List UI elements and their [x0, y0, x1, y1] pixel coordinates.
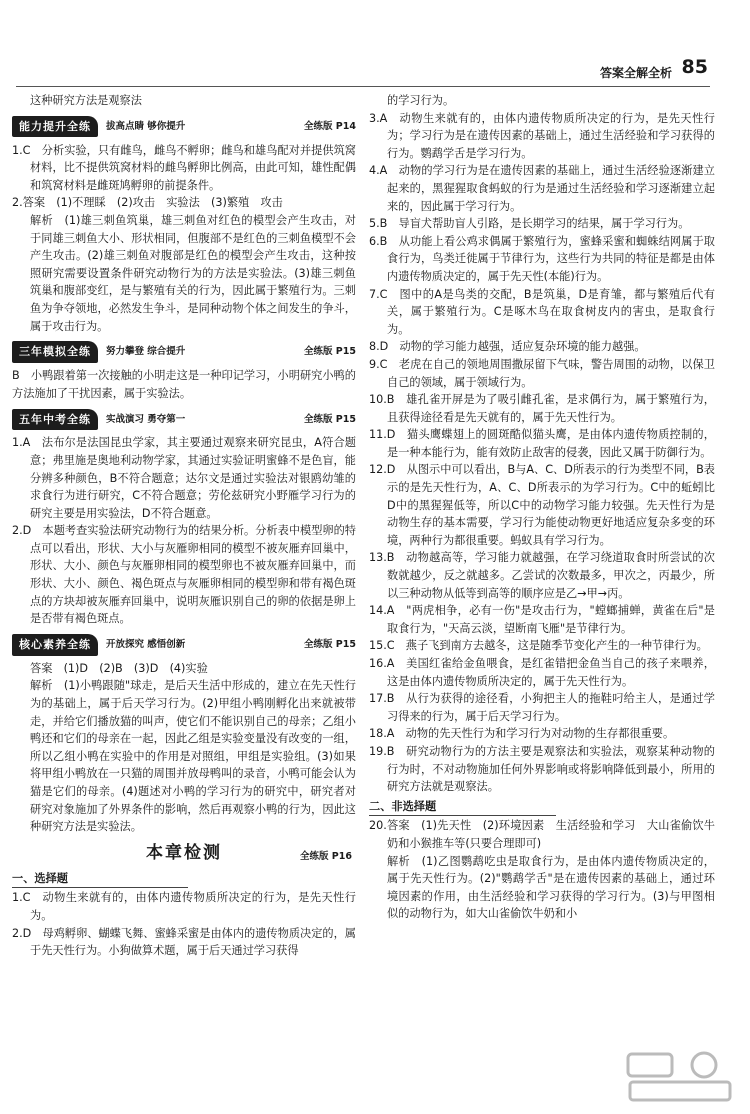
answer-item: 1.C 动物生来就有的，由体内遗传物质所决定的行为，是先天性行为。 — [12, 891, 356, 922]
section-subtitle: 实战演习 勇夺第一 — [106, 413, 186, 425]
analysis-text: 解析 (1)雄三刺鱼筑巢，雄三刺鱼对红色的模型会产生攻击，对于同雄三刺鱼大小、形状相同，但腹部不是红色的三刺鱼模型不会产生攻击。(2)雄三刺鱼对腹部是红色的模型会产生攻击，这种按照研究需要设置条件研究动物行为的方法是实验法。(3)雄三刺鱼筑巢和腹部变红，是与繁殖有关的行为，因此属于繁殖行为。三刺鱼为争夺领地，必然发生争斗，是同种动物个体之间发生的争斗，属于攻击行为。 — [30, 213, 356, 333]
watermark-logo — [624, 1048, 736, 1104]
section-tag: 能力提升全练 — [12, 116, 98, 138]
answer-item: 11.D 猫头鹰蝶翅上的圆斑酷似猫头鹰，是由体内遗传物质控制的，是一种本能行为，能有效防止敌害的侵袭，因此又属于防御行为。 — [369, 428, 715, 459]
answer-item: 16.A 美国红雀给金鱼喂食，是红雀错把金鱼当自己的孩子来喂养，这是由体内遗传物质所决定的，属于先天性行为。 — [369, 657, 715, 688]
section-core — [12, 634, 356, 656]
chapter-version: 全练版 P16 — [300, 850, 352, 862]
answer-item: 9.C 老虎在自己的领地周围撒尿留下气味，警告周围的动物，以保卫自己的领域，属于领域行为。 — [369, 357, 715, 389]
section-five-year — [12, 408, 356, 430]
page-header — [0, 0, 750, 88]
answer-item: 19.B 研究动物行为的方法主要是观察法和实验法，观察某种动物的行为时，不对动物施加任何外界影响或将影响降低到最小，所用的研究方法就是观察法。 — [369, 744, 715, 794]
analysis-text: 解析 (1)乙图鹦鹉吃虫是取食行为，是由体内遗传物质决定的，属于先天性行为。(2)"鹦鹉学舌"是在遗传因素的基础上，通过环境因素的作用，由生活经验和学习获得的学习行为。(3)与甲图相似的动物行为，如大山雀偷饮牛奶和小 — [387, 854, 715, 921]
answer-item: B 小鸭跟着第一次接触的小明走这是一种印记学习，小明研究小鸭的方法施加了干扰因素，属于实验法。 — [12, 369, 356, 400]
chapter-title: 本章检测 — [146, 842, 222, 863]
answer-item: 12.D 从图示中可以看出，B与A、C、D所表示的行为类型不同，B表示的是先天性行为，A、C、D所表示的为学习行为。C中的蚯蚓比D中的黑猩猩低等，所以C中的动物学习能力较强。先天性行为是动物生存的基本需要，学习行为能使动物更好地适应复杂多变的环境，两种行为都很重要。蚂蚁具有学习行为。 — [369, 463, 715, 547]
answer-item: 1.A 法布尔是法国昆虫学家，其主要通过观察来研究昆虫，A符合题意；弗里施是奥地利动物学家，其通过实验证明蜜蜂不是色盲，能分辨多种颜色，B不符合题意；达尔文是通过实验法对银鸥幼雏的求食行为进行研究，C不符合题意；劳伦兹研究小野雁学习行为的研究主要是用实验法，D不符合题意。 — [12, 436, 356, 520]
answer-item: 4.A 动物的学习行为是在遗传因素的基础上，通过生活经验逐渐建立起来的，黑猩猩取食蚂蚁的行为是通过生活经验和学习逐渐建立起来的，因此属于学习行为。 — [369, 164, 715, 213]
answer-item: 17.B 从行为获得的途径看，小狗把主人的拖鞋叼给主人，是通过学习得来的行为，属于后天学习行为。 — [369, 692, 715, 723]
answer-item: 3.A 动物生来就有的，由体内遗传物质所决定的行为，是先天性行为；学习行为是在遗传因素的基础上，通过生活经验和学习获得的行为。鹦鹉学舌是学习行为。 — [369, 111, 715, 160]
left-column — [12, 92, 356, 960]
answer-item: 15.C 燕子飞到南方去越冬，这是随季节变化产生的一种节律行为。 — [369, 639, 708, 653]
header-title: 答案全解全析 — [599, 66, 672, 80]
section-version: 全练版 P15 — [304, 346, 356, 358]
section-version: 全练版 P15 — [304, 639, 356, 651]
section-tag: 三年模拟全练 — [12, 341, 98, 363]
section-capability — [12, 116, 356, 138]
section-subtitle: 努力攀登 综合提升 — [106, 346, 186, 358]
section-subtitle: 拔高点睛 够你提升 — [106, 120, 186, 132]
part-heading: 一、选择题 — [12, 870, 188, 889]
answer-item: 5.B 导盲犬帮助盲人引路，是长期学习的结果，属于学习行为。 — [369, 217, 690, 231]
section-version: 全练版 P15 — [304, 413, 356, 425]
answer-item: 6.B 从功能上看公鸡求偶属于繁殖行为，蜜蜂采蜜和蜘蛛结网属于取食行为，鸟类迁徙属于节律行为，这些行为共同的特征是都是由体内遗传物质决定的，属于先天性(本能)行为。 — [369, 234, 715, 283]
intro-text: 这种研究方法是观察法 — [30, 94, 142, 107]
answer-item: 2.D 本题考查实验法研究动物行为的结果分析。分析表中模型卵的特点可以看出，形状、大小与灰雁卵相同的模型不被灰雁弃回巢中，形状、大小、颜色与灰雁卵相同的模型卵也不被灰雁弃回巢中，而形状、大小、颜色、褐色斑点与灰雁卵相同的模型卵和带有褐色斑点的方块却被灰雁弃回巢中，说明灰雁识别自己的卵的依据是卵上是否带有褐色斑点。 — [12, 524, 356, 626]
answer-item: 的学习行为。 — [387, 94, 455, 107]
answer-item: 7.C 图中的A是鸟类的交配，B是筑巢，D是育雏，都与繁殖后代有关，属于繁殖行为。C是啄木鸟在取食树皮内的害虫，是取食行为。 — [369, 287, 715, 336]
analysis-text: 解析 (1)小鸭跟随"球走，是后天生活中形成的，建立在先天性行为的基础上，属于后天学习行为。(2)甲组小鸭刚孵化出来就被带走，并给它们播放猫的叫声，使它们不能识别自己的母亲；乙组小鸭还和它们的母亲在一起，因此乙组是实验变量没有改变的一组，所以乙组小鸭在实验中的作用是对照组，甲组是实验组。(3)如果将甲组小鸭放在一只猫的周围并放母鸭叫的录音，小鸭可能会认为猫是它们的母亲。(4)题述对小鸭的学习行为的研究中，研究者对研究对象施加了外界条件的影响，然后再观察小鸭的行为，因此这种研究方法是实验法。 — [30, 679, 356, 834]
answer-item: 2.答案 (1)不理睬 (2)攻击 实验法 (3)繁殖 攻击 — [12, 196, 283, 210]
part-heading: 二、非选择题 — [369, 798, 556, 817]
answer-item: 20.答案 (1)先天性 (2)环境因素 生活经验和学习 大山雀偷饮牛奶和小猴推车等(只要合理即可) — [369, 819, 715, 850]
page-number: 85 — [681, 56, 708, 78]
chapter-heading — [12, 842, 356, 866]
answer-item: 8.D 动物的学习能力越强，适应复杂环境的能力越强。 — [369, 340, 646, 354]
answer-item: 答案 (1)D (2)B (3)D (4)实验 — [30, 661, 208, 675]
answer-item: 18.A 动物的先天性行为和学习行为对动物的生存都很重要。 — [369, 727, 675, 741]
section-tag: 五年中考全练 — [12, 409, 98, 431]
answer-item: 1.C 分析实验，只有雌鸟，雌鸟不孵卵；雌鸟和雄鸟配对并提供筑窝材料，比不提供筑窝材料的雌鸟孵卵比例高，由此可知，雄性配偶和筑窝材料是雌斑鸠孵卵的前提条件。 — [12, 143, 356, 192]
right-column — [369, 92, 715, 923]
answer-item: 2.D 母鸡孵卵、蝴蝶飞舞、蜜蜂采蜜是由体内的遗传物质决定的，属于先天性行为。小狗做算术题，属于后天通过学习获得 — [12, 926, 356, 958]
section-three-year — [12, 341, 356, 363]
answer-item: 10.B 雄孔雀开屏是为了吸引雌孔雀，是求偶行为，属于繁殖行为，且获得途径看是先天就有的，属于先天性行为。 — [369, 393, 715, 424]
answer-item: 14.A "两虎相争，必有一伤"是攻击行为，"螳螂捕蝉，黄雀在后"是取食行为，"天高云淡，望断南飞雁"是节律行为。 — [369, 604, 715, 635]
section-subtitle: 开放探究 感悟创新 — [106, 639, 186, 651]
section-version: 全练版 P14 — [304, 120, 356, 132]
answer-item: 13.B 动物越高等，学习能力就越强，在学习绕道取食时所尝试的次数就越少，反之就越多。乙尝试的次数最多，甲次之，丙最少，所以三种动物从低等到高等的顺序应是乙→甲→丙。 — [369, 551, 715, 600]
section-tag: 核心素养全练 — [12, 634, 98, 656]
header-divider — [16, 86, 710, 87]
